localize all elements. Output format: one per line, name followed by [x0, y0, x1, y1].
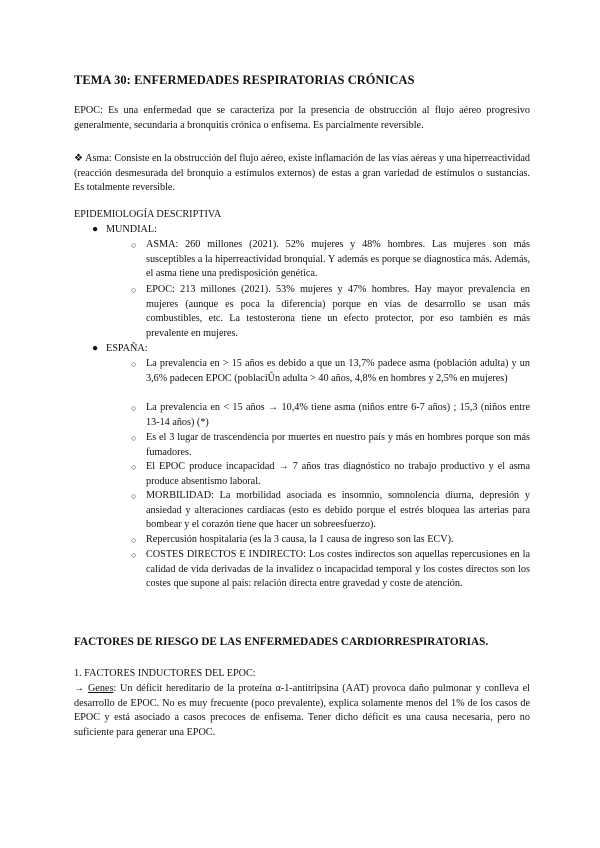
bullet-mundial: [92, 223, 157, 238]
epidemiology-heading: EPIDEMIOLOGÍA DESCRIPTIVA: [74, 209, 222, 220]
genes-paragraph: [74, 682, 530, 740]
circle-bullet-icon: ○: [131, 240, 137, 250]
circle-bullet-icon: ○: [131, 550, 137, 560]
list-item-text: MORBILIDAD: La morbilidad asociada es insomnio, somnolencia diurna, depresión y ansiedad y alteraciones cardiacas (esto es debido porque el estrés bloquea las arterias para bombear y el corazón tiene que hacer un sobreesfuerzo).: [146, 490, 530, 531]
bullet-icon: ●: [92, 224, 99, 235]
list-item-text: EPOC: 213 millones (2021). 53% mujeres y 47% hombres. Hay mayor prevalencia en mujeres (aunque es poca la diferencia) porque en vías de desarrollo se usan más combustibles, etc. La testosterona tiene un efecto protector, por eso también es más prevalente en mujeres.: [146, 284, 530, 339]
page-title: TEMA 30: ENFERMEDADES RESPIRATORIAS CRÓNICAS: [74, 73, 415, 87]
circle-bullet-icon: ○: [131, 491, 137, 501]
list-item-text: La prevalencia en > 15 años es debido a que un 13,7% padece asma (población adulta) y un 3,6% padecen EPOC (poblaciÛn adulta > 40 años, 4,8% en hombres y 2,5% en mujeres): [146, 358, 530, 384]
list-item-text: ASMA: 260 millones (2021). 52% mujeres y 48% hombres. Las mujeres son más susceptibles a la hiperreactividad bronquial. Y además es porque se diagnostica más. Además, el asma tiene una predisposición genética.: [146, 239, 530, 280]
list-item-text: La prevalencia en < 15 años → 10,4% tiene asma (niños entre 6-7 años) ; 15,3 (niños entre 13-14 años) (*): [146, 402, 530, 428]
list-item-text: Repercusión hospitalaria (es la 3 causa, la 1 causa de ingreso son las ECV).: [146, 534, 454, 545]
genes-label: Genes: [87, 683, 114, 694]
espana-label: ESPAÑA:: [106, 343, 148, 354]
arrow-icon: →: [74, 683, 85, 694]
circle-bullet-icon: ○: [131, 462, 137, 472]
inductores-heading: 1. FACTORES INDUCTORES DEL EPOC:: [74, 668, 256, 679]
list-item-text: El EPOC produce incapacidad → 7 años tras diagnóstico no trabajo productivo y el asma produce absentismo laboral.: [146, 461, 530, 487]
circle-bullet-icon: ○: [131, 535, 137, 545]
circle-bullet-icon: ○: [131, 433, 137, 443]
bullet-espana: [92, 342, 148, 357]
bullet-icon: ●: [92, 343, 99, 354]
list-item-text: COSTES DIRECTOS E INDIRECTO: Los costes indirectos son aquellas repercusiones en la calidad de vida derivadas de la invalidez o incapacidad temporal y los costes directos son los costes que supone al país: relación directa entre gravedad y coste de atención.: [146, 549, 530, 590]
risk-factors-heading: FACTORES DE RIESGO DE LAS ENFERMEDADES CARDIORRESPIRATORIAS.: [74, 636, 489, 648]
circle-bullet-icon: ○: [131, 285, 137, 295]
mundial-label: MUNDIAL:: [106, 224, 157, 235]
epoc-definition: EPOC: Es una enfermedad que se caracteriza por la presencia de obstrucción al flujo aéreo progresivo generalmente, secundaria a bronquitis crónica o enfisema. Es parcialmente reversible.: [74, 105, 530, 131]
circle-bullet-icon: ○: [131, 359, 137, 369]
list-item-text: Es el 3 lugar de trascendencia por muertes en nuestro país y más en hombres porque son más fumadores.: [146, 432, 530, 458]
circle-bullet-icon: ○: [131, 403, 137, 413]
genes-text: : Un déficit hereditario de la proteína α-1-antitripsina (AAT) provoca daño pulmonar y conlleva el desarrollo de EPOC. No es muy frecuente (poco prevalente), explica solamente menos del 1% de los casos de EPOC y está asociado a casos precoces de enfisema. Tener dicho déficit es una causa necesaria, pero no suficiente para generar una EPOC.: [74, 683, 531, 738]
asma-definition: ❖ Asma: Consiste en la obstrucción del flujo aéreo, existe inflamación de las vías aéreas y una hiperreactividad (reacción desmesurada del bronquio a estímulos externos) de estas a gran variedad de estímulos o sustancias. Es totalmente reversible.: [74, 153, 530, 194]
